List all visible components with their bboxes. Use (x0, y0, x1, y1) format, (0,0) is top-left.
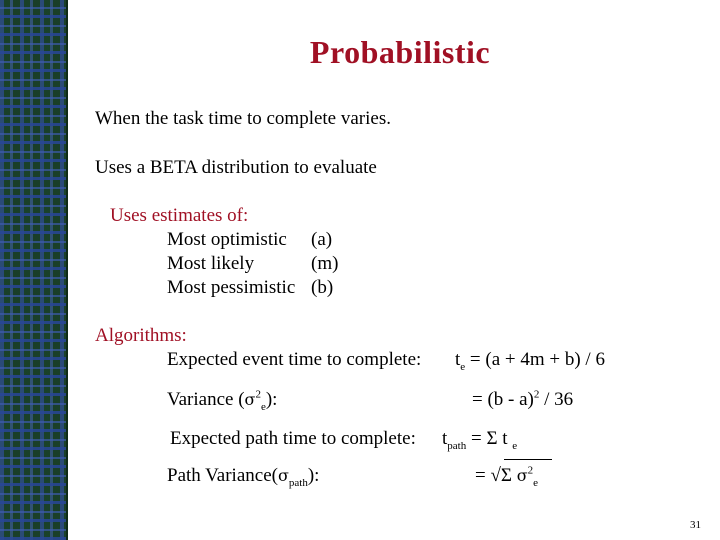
path-time-formula: $t_{path} = \Sigma$ t $_e$ (442, 428, 518, 452)
line-beta-distribution: Uses a BETA distribution to evaluate (95, 157, 377, 178)
estimate-label-likely: Most likely (167, 253, 255, 274)
estimate-label-pessimistic: Most pessimistic (167, 277, 296, 298)
estimate-symbol-b: (b) (311, 277, 334, 298)
page-number: 31 (690, 519, 701, 531)
estimate-symbol-m: (m) (311, 253, 339, 274)
variance-label: Variance $(\sigma^2_e)$: (167, 388, 278, 413)
estimates-heading: Uses estimates of: (110, 205, 249, 226)
decorative-sidebar (0, 0, 66, 540)
line-task-time: When the task time to complete varies. (95, 108, 391, 129)
expected-time-label: Expected event time to complete: (167, 349, 422, 370)
estimate-label-optimistic: Most optimistic (167, 229, 287, 250)
sidebar-edge (66, 0, 68, 540)
expected-time-formula: $t_e = (a + 4m + b) / 6$ (455, 349, 605, 373)
algorithms-heading: Algorithms: (95, 325, 187, 346)
path-variance-label: Path $Variance(\sigma_{path})$: (167, 465, 320, 489)
variance-formula: = (b - a)$^2$ / 36 (472, 388, 574, 410)
slide-title: Probabilistic (309, 34, 491, 70)
radical-bar (504, 459, 552, 460)
path-variance-formula: = √Σ $\sigma^2_e$ (475, 464, 539, 489)
path-time-label: Expected path time to complete: (170, 428, 416, 449)
estimate-symbol-a: (a) (311, 229, 333, 250)
